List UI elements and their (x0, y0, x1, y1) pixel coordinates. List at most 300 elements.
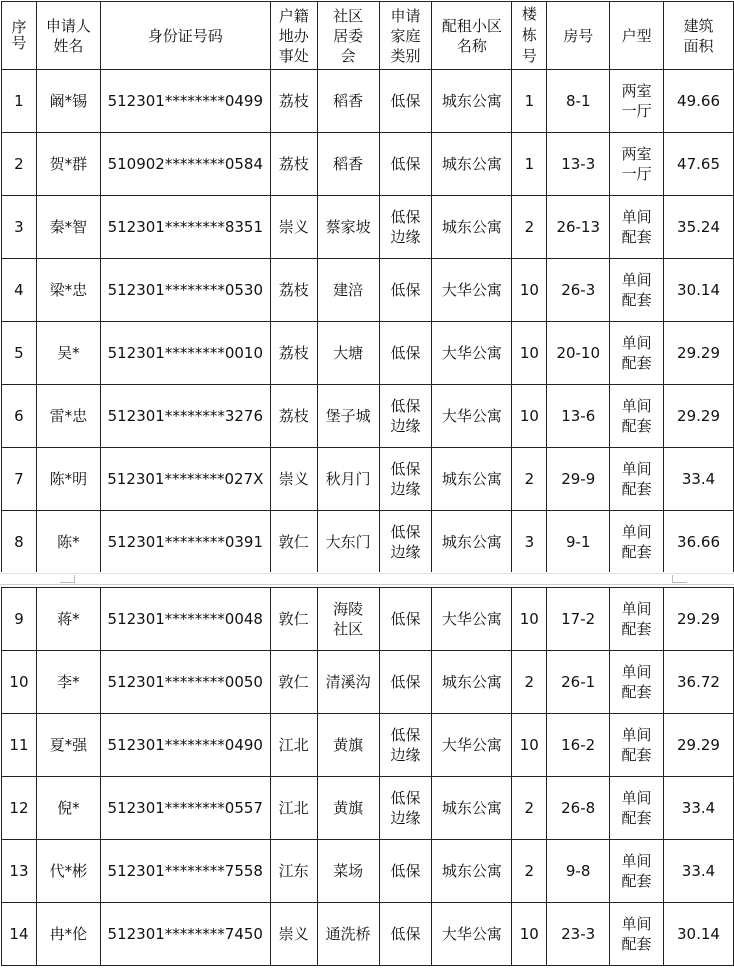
cell-room-text: 13-6 (561, 406, 596, 425)
cell-room (547, 903, 610, 966)
cell-category (379, 133, 432, 196)
cell-layout (610, 651, 664, 714)
cell-layout (610, 385, 664, 448)
allocation-table-page-1 (1, 1, 734, 574)
cell-id-number (100, 259, 270, 322)
cell-applicant-name (36, 714, 100, 777)
page-corner-mark-right (672, 575, 687, 583)
cell-id-number (100, 385, 270, 448)
cell-area-text: 29.29 (677, 735, 720, 754)
cell-area-text: 33.4 (681, 798, 716, 817)
cell-layout-text: 两室一厅 (621, 81, 652, 120)
cell-id-number (100, 322, 270, 385)
cell-layout (610, 588, 664, 651)
cell-area (664, 651, 734, 714)
cell-district (270, 903, 317, 966)
cell-building-text: 1 (524, 91, 535, 110)
cell-id-number (100, 448, 270, 511)
cell-id-number-text: 512301********0499 (107, 91, 264, 110)
cell-seq (2, 777, 37, 840)
cell-applicant-name (36, 70, 100, 133)
cell-seq (2, 714, 37, 777)
cell-area (664, 714, 734, 777)
cell-community-text: 大塘 (333, 343, 364, 362)
cell-layout-text: 两室一厅 (621, 144, 652, 183)
cell-building (512, 903, 547, 966)
cell-layout-text: 单间配套 (621, 662, 652, 701)
cell-community-text: 菜场 (333, 861, 364, 880)
cell-layout-text: 单间配套 (621, 788, 652, 827)
cell-area-text: 35.24 (677, 217, 720, 236)
cell-category-text: 低保 (390, 280, 421, 299)
cell-id-number (100, 777, 270, 840)
cell-id-number (100, 70, 270, 133)
cell-community (317, 511, 379, 574)
cell-community-text: 堡子城 (325, 406, 371, 425)
cell-seq-text: 1 (14, 91, 24, 110)
cell-id-number (100, 588, 270, 651)
header-building: 楼栋号 (512, 2, 547, 70)
cell-district-text: 荔枝 (278, 91, 309, 110)
cell-district-text: 敦仁 (278, 532, 309, 551)
cell-estate-text: 城东公寓 (441, 469, 502, 488)
cell-community (317, 322, 379, 385)
cell-layout-text: 单间配套 (621, 914, 652, 953)
cell-room (547, 133, 610, 196)
cell-category-text: 低保 (390, 609, 421, 628)
cell-category (379, 385, 432, 448)
cell-area-text: 29.29 (677, 406, 720, 425)
cell-applicant-name (36, 511, 100, 574)
cell-district (270, 322, 317, 385)
header-id: 身份证号码 (100, 2, 270, 70)
cell-layout-text: 单间配套 (621, 599, 652, 638)
cell-area-text: 33.4 (681, 861, 716, 880)
cell-community (317, 588, 379, 651)
cell-category (379, 903, 432, 966)
table-row (2, 322, 734, 385)
cell-applicant-name (36, 777, 100, 840)
table-row (2, 840, 734, 903)
cell-applicant-name-text: 陈*明 (49, 469, 88, 488)
cell-room-text: 17-2 (561, 609, 596, 628)
cell-category (379, 777, 432, 840)
cell-seq-text: 14 (9, 924, 29, 943)
cell-id-number-text: 512301********8351 (107, 217, 264, 236)
header-district: 户籍地办事处 (270, 2, 317, 70)
cell-applicant-name-text: 陈* (57, 532, 80, 551)
cell-category-text: 低保 (390, 91, 421, 110)
cell-room-text: 8-1 (565, 91, 591, 110)
cell-community-text: 大东门 (325, 532, 371, 551)
cell-id-number-text: 512301********7450 (107, 924, 263, 943)
header-seq: 序号 (2, 2, 37, 70)
cell-estate-text: 城东公寓 (441, 861, 502, 880)
cell-seq-text: 2 (14, 154, 24, 173)
cell-id-number (100, 511, 270, 574)
cell-estate (432, 903, 512, 966)
cell-area (664, 588, 734, 651)
cell-community-text: 黄旗 (333, 798, 364, 817)
cell-community-text: 通洗桥 (325, 924, 371, 943)
cell-community (317, 714, 379, 777)
cell-district-text: 荔枝 (278, 280, 309, 299)
cell-district-text: 荔枝 (278, 154, 309, 173)
table-row (2, 511, 734, 574)
cell-category-text: 低保边缘 (390, 207, 421, 246)
cell-area (664, 840, 734, 903)
cell-district-text: 江北 (278, 798, 309, 817)
cell-applicant-name-text: 代*彬 (49, 861, 88, 880)
cell-district-text: 荔枝 (278, 343, 309, 362)
cell-community (317, 196, 379, 259)
header-name: 申请人姓名 (36, 2, 100, 70)
cell-estate (432, 259, 512, 322)
cell-building (512, 448, 547, 511)
cell-community-text: 秋月门 (325, 469, 371, 488)
cell-building (512, 259, 547, 322)
cell-estate (432, 588, 512, 651)
table-row (2, 588, 734, 651)
cell-building-text: 2 (524, 217, 535, 236)
cell-estate (432, 322, 512, 385)
cell-id-number (100, 133, 270, 196)
header-row (2, 2, 734, 70)
cell-room-text: 26-1 (561, 672, 596, 691)
cell-room (547, 511, 610, 574)
cell-building-text: 2 (524, 469, 535, 488)
cell-id-number-text: 512301********0557 (107, 798, 263, 817)
cell-applicant-name (36, 196, 100, 259)
cell-room (547, 259, 610, 322)
cell-layout (610, 133, 664, 196)
cell-id-number-text: 510902********0584 (107, 154, 264, 173)
cell-id-number-text: 512301********0048 (107, 609, 263, 628)
cell-room (547, 840, 610, 903)
table-row (2, 903, 734, 966)
cell-district (270, 777, 317, 840)
cell-area-text: 47.65 (677, 154, 720, 173)
cell-id-number (100, 903, 270, 966)
cell-category-text: 低保边缘 (390, 788, 421, 827)
cell-estate (432, 196, 512, 259)
cell-category-text: 低保边缘 (390, 459, 421, 498)
cell-district (270, 840, 317, 903)
cell-seq (2, 651, 37, 714)
cell-seq (2, 70, 37, 133)
allocation-table-page-2 (1, 587, 734, 966)
header-area: 建筑面积 (664, 2, 734, 70)
cell-building (512, 385, 547, 448)
cell-category-text: 低保 (390, 343, 421, 362)
cell-seq-text: 12 (9, 798, 29, 817)
cell-applicant-name (36, 448, 100, 511)
page-corner-mark-left (60, 575, 75, 583)
cell-layout (610, 448, 664, 511)
cell-applicant-name-text: 蒋* (57, 609, 80, 628)
cell-building (512, 322, 547, 385)
cell-building-text: 10 (519, 924, 539, 943)
cell-room-text: 13-3 (561, 154, 596, 173)
cell-community (317, 133, 379, 196)
cell-area-text: 36.66 (677, 532, 720, 551)
cell-room-text: 9-1 (565, 532, 591, 551)
cell-category (379, 651, 432, 714)
cell-estate-text: 大华公寓 (441, 280, 502, 299)
cell-room-text: 16-2 (561, 735, 596, 754)
cell-seq (2, 385, 37, 448)
cell-layout-text: 单间配套 (621, 459, 652, 498)
cell-id-number-text: 512301********027X (107, 469, 264, 488)
cell-category (379, 259, 432, 322)
header-community: 社区居委会 (317, 2, 379, 70)
cell-applicant-name (36, 322, 100, 385)
cell-building (512, 714, 547, 777)
cell-district-text: 崇义 (278, 217, 309, 236)
cell-building (512, 70, 547, 133)
cell-applicant-name (36, 651, 100, 714)
cell-seq (2, 840, 37, 903)
cell-building-text: 10 (519, 406, 539, 425)
cell-area-text: 36.72 (677, 672, 720, 691)
cell-room-text: 20-10 (556, 343, 601, 362)
cell-community-text: 黄旗 (333, 735, 364, 754)
cell-id-number-text: 512301********3276 (107, 406, 264, 425)
cell-building-text: 10 (519, 343, 539, 362)
cell-room-text: 23-3 (561, 924, 596, 943)
cell-layout-text: 单间配套 (621, 207, 652, 246)
cell-room (547, 588, 610, 651)
cell-estate (432, 651, 512, 714)
cell-seq (2, 133, 37, 196)
cell-community-text: 海陵社区 (333, 599, 364, 638)
cell-room (547, 385, 610, 448)
cell-room (547, 448, 610, 511)
cell-area-text: 29.29 (677, 609, 720, 628)
cell-building (512, 651, 547, 714)
cell-estate (432, 133, 512, 196)
cell-district-text: 江北 (278, 735, 309, 754)
cell-building (512, 133, 547, 196)
cell-estate-text: 大华公寓 (441, 735, 502, 754)
cell-building-text: 10 (519, 280, 539, 299)
cell-room (547, 651, 610, 714)
cell-room-text: 26-13 (556, 217, 601, 236)
cell-room-text: 26-8 (561, 798, 596, 817)
cell-area (664, 322, 734, 385)
cell-category-text: 低保边缘 (390, 725, 421, 764)
cell-district (270, 385, 317, 448)
cell-building (512, 777, 547, 840)
cell-estate (432, 840, 512, 903)
cell-category (379, 714, 432, 777)
cell-area (664, 777, 734, 840)
cell-category (379, 448, 432, 511)
cell-area (664, 448, 734, 511)
table-row (2, 133, 734, 196)
cell-seq-text: 3 (14, 217, 24, 236)
cell-id-number-text: 512301********7558 (107, 861, 263, 880)
cell-building-text: 2 (524, 798, 534, 817)
cell-community (317, 259, 379, 322)
cell-room-text: 26-3 (561, 280, 596, 299)
cell-area (664, 259, 734, 322)
cell-building-text: 1 (524, 154, 535, 173)
cell-category (379, 588, 432, 651)
header-category: 申请家庭类别 (379, 2, 432, 70)
cell-seq (2, 903, 37, 966)
cell-applicant-name-text: 倪* (57, 798, 80, 817)
cell-category-text: 低保边缘 (390, 396, 421, 435)
cell-seq-text: 7 (14, 469, 24, 488)
cell-applicant-name (36, 588, 100, 651)
cell-community (317, 448, 379, 511)
cell-id-number (100, 651, 270, 714)
cell-applicant-name (36, 385, 100, 448)
cell-applicant-name (36, 133, 100, 196)
cell-community-text: 建涪 (333, 280, 364, 299)
cell-id-number-text: 512301********0530 (107, 280, 264, 299)
cell-seq-text: 13 (9, 861, 29, 880)
cell-category-text: 低保边缘 (390, 522, 421, 561)
cell-area (664, 70, 734, 133)
cell-building (512, 196, 547, 259)
page-break-line-top (0, 573, 734, 574)
cell-layout-text: 单间配套 (621, 522, 652, 561)
cell-layout (610, 840, 664, 903)
cell-community (317, 385, 379, 448)
cell-layout-text: 单间配套 (621, 333, 652, 372)
cell-community-text: 清溪沟 (325, 672, 371, 691)
cell-area (664, 196, 734, 259)
cell-building (512, 840, 547, 903)
cell-category-text: 低保 (390, 924, 421, 943)
cell-applicant-name-text: 梁*忠 (49, 280, 88, 299)
table-row (2, 777, 734, 840)
cell-id-number (100, 196, 270, 259)
cell-estate-text: 城东公寓 (441, 217, 502, 236)
cell-room (547, 777, 610, 840)
cell-category-text: 低保 (390, 861, 421, 880)
cell-estate-text: 城东公寓 (441, 154, 502, 173)
cell-seq (2, 196, 37, 259)
cell-estate-text: 大华公寓 (441, 406, 502, 425)
cell-community (317, 70, 379, 133)
cell-layout (610, 70, 664, 133)
cell-district (270, 588, 317, 651)
cell-layout (610, 777, 664, 840)
cell-seq (2, 448, 37, 511)
cell-seq-text: 11 (9, 735, 29, 754)
cell-district (270, 133, 317, 196)
cell-applicant-name-text: 吴* (57, 343, 80, 362)
cell-seq-text: 6 (14, 406, 24, 425)
table-row (2, 385, 734, 448)
cell-category (379, 840, 432, 903)
cell-category (379, 196, 432, 259)
cell-estate-text: 城东公寓 (441, 798, 502, 817)
cell-id-number-text: 512301********0391 (107, 532, 264, 551)
cell-layout (610, 511, 664, 574)
cell-estate-text: 大华公寓 (441, 924, 502, 943)
cell-id-number (100, 714, 270, 777)
cell-building (512, 588, 547, 651)
cell-district-text: 敦仁 (278, 609, 309, 628)
cell-seq-text: 10 (9, 672, 29, 691)
cell-area-text: 33.4 (681, 469, 716, 488)
cell-district (270, 448, 317, 511)
cell-room-text: 29-9 (561, 469, 596, 488)
table-row (2, 259, 734, 322)
cell-layout-text: 单间配套 (621, 725, 652, 764)
cell-room-text: 9-8 (565, 861, 591, 880)
cell-layout (610, 714, 664, 777)
cell-room (547, 70, 610, 133)
cell-community-text: 稻香 (333, 91, 364, 110)
cell-estate-text: 城东公寓 (441, 532, 502, 551)
table-row (2, 714, 734, 777)
cell-area-text: 30.14 (677, 280, 720, 299)
cell-category (379, 511, 432, 574)
cell-seq-text: 4 (14, 280, 24, 299)
cell-category (379, 322, 432, 385)
cell-building-text: 2 (524, 672, 534, 691)
cell-community (317, 840, 379, 903)
cell-district (270, 714, 317, 777)
cell-area (664, 385, 734, 448)
cell-district (270, 511, 317, 574)
cell-area (664, 133, 734, 196)
header-layout: 户型 (610, 2, 664, 70)
cell-area-text: 29.29 (677, 343, 720, 362)
cell-building-text: 10 (519, 735, 539, 754)
cell-district (270, 651, 317, 714)
cell-estate-text: 城东公寓 (441, 91, 502, 110)
cell-id-number-text: 512301********0050 (107, 672, 263, 691)
cell-district (270, 70, 317, 133)
cell-seq (2, 588, 37, 651)
cell-applicant-name-text: 雷*忠 (49, 406, 88, 425)
cell-layout (610, 259, 664, 322)
cell-layout-text: 单间配套 (621, 851, 652, 890)
cell-district-text: 江东 (278, 861, 309, 880)
cell-seq-text: 8 (14, 532, 24, 551)
cell-id-number-text: 512301********0010 (107, 343, 264, 362)
cell-layout (610, 322, 664, 385)
cell-id-number (100, 840, 270, 903)
cell-estate-text: 大华公寓 (441, 343, 502, 362)
cell-estate (432, 511, 512, 574)
header-room: 房号 (547, 2, 610, 70)
cell-applicant-name (36, 259, 100, 322)
cell-estate (432, 777, 512, 840)
table-row (2, 448, 734, 511)
cell-layout (610, 196, 664, 259)
cell-area (664, 511, 734, 574)
cell-applicant-name (36, 903, 100, 966)
cell-estate-text: 城东公寓 (441, 672, 502, 691)
cell-category-text: 低保 (390, 672, 421, 691)
cell-layout-text: 单间配套 (621, 270, 652, 309)
cell-building-text: 2 (524, 861, 534, 880)
cell-area-text: 49.66 (677, 91, 720, 110)
cell-building-text: 10 (519, 609, 539, 628)
cell-district-text: 敦仁 (278, 672, 309, 691)
cell-id-number-text: 512301********0490 (107, 735, 263, 754)
cell-layout (610, 903, 664, 966)
page-break-line (0, 584, 734, 585)
cell-building-text: 3 (524, 532, 535, 551)
